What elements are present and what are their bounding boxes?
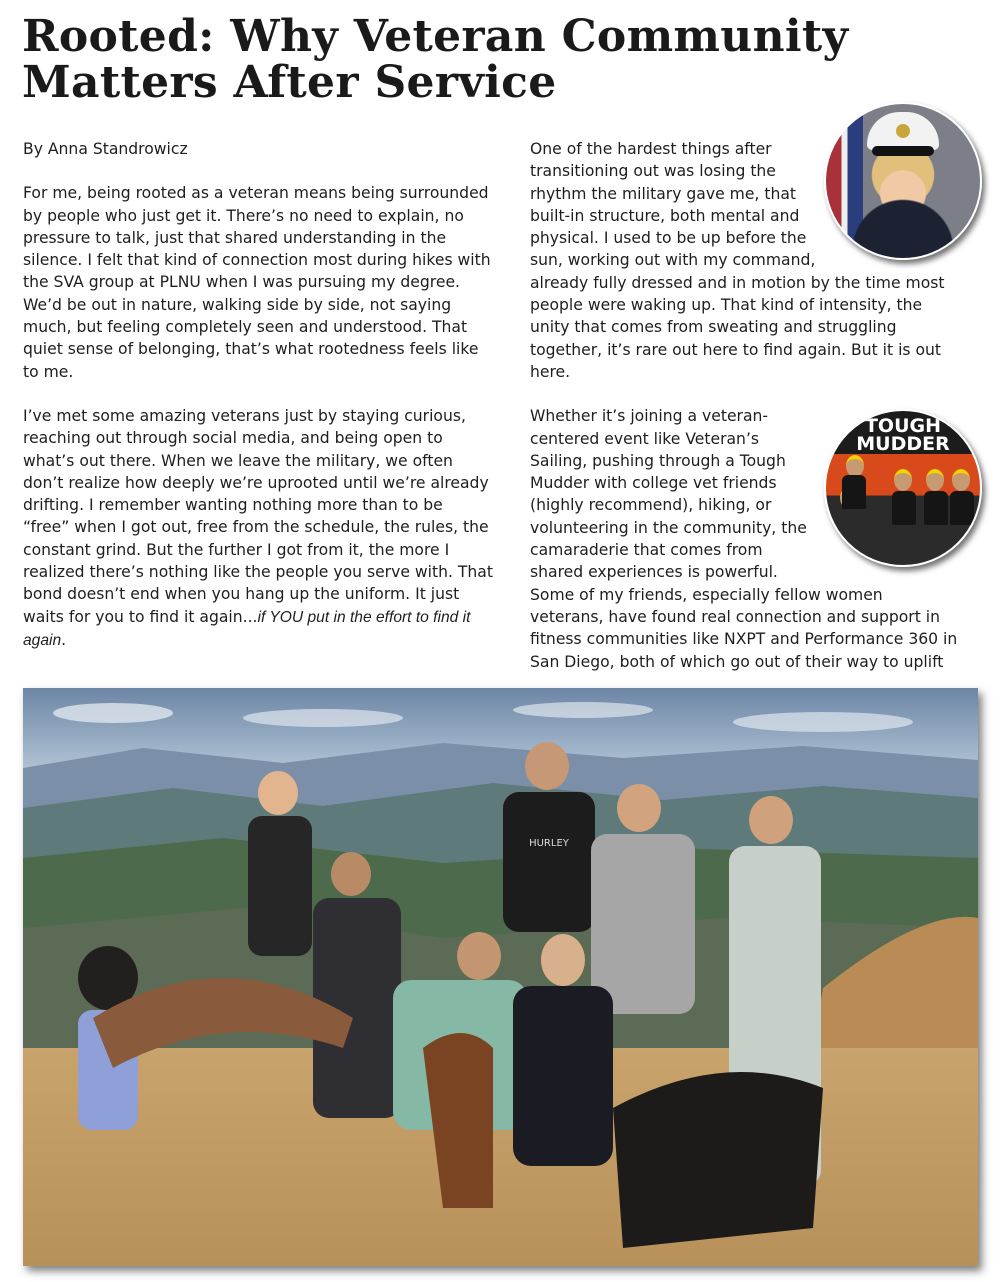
cap-brim-shape [872,146,934,156]
article-title: Rooted: Why Veteran Community Matters After Service [22,11,849,108]
right-column [530,138,960,673]
cap-emblem-shape [896,124,910,138]
byline: By Anna Standrowicz [23,140,188,158]
closing-period: . [61,630,67,649]
tough-mudder-photo [824,409,982,567]
hiker-body [503,792,595,932]
paragraph-rooted: For me, being rooted as a veteran means being surrounded by people who just get it. There’s no need to explain, no pressure to talk, just that shared understanding in the silence. I felt that kind of connection most during hikes with the SVA group at PLNU when I was pursuing my degree. We’d be out in nature, walking side by side, not saying much, but feeling completely seen and understood. That quiet sense of belonging, that’s what rootedness feels like to me. [23,184,491,381]
cloud [53,703,173,723]
paragraph-camaraderie-text: Whether it’s joining a veteran-centered event like Veteran’s Sailing, pushing through a Tough Mudder with college vet friends (highly recommend), hiking, or volunteering in the community, the camaraderie that comes from shared experiences is powerful. Some of my friends, especially fellow women veterans, have found real connection and support in fitness communities like NXPT and Performance 360 in San Diego, both of which go out of their way to uplift [530,407,958,671]
team-member-head [952,469,970,491]
hiker-head [331,852,371,896]
hiker-body [248,816,312,956]
team-member-body [950,491,974,525]
paragraph-rhythm-text: One of the hardest things after transitioning out was losing the rhythm the military gave me, that built-in structure, both mental and physical. I used to be up before the sun, working out with my command, already fully dressed and in motion by the time most people were waking up. That kind of intensity, the unity that comes from sweating and struggling together, it’s rare out here to find again. But it is out here. [530,140,945,381]
team-member-head [894,469,912,491]
paragraph-camaraderie [530,405,960,673]
team-member-body [842,475,866,509]
group-hike-illustration [23,688,978,1266]
team-member-head [846,455,864,477]
cloud [513,702,653,718]
hiker-head [617,784,661,832]
hiker-head [258,771,298,815]
group-hike-photo [23,688,978,1266]
paragraph-uprooted [23,405,493,652]
team-member-body [892,491,916,525]
black-dog [613,1072,823,1248]
hiker-body [591,834,695,1014]
hiker-head [541,934,585,986]
team-member-body [924,491,948,525]
navy-portrait-photo [824,102,982,260]
shirt-logo-text: HURLEY [529,838,569,849]
paragraph-uprooted-text: I’ve met some amazing veterans just by staying curious, reaching out through social media, and being open to what’s out there. When we leave the military, we often don’t realize how deeply we’re uprooted until we’re already drifting. I remember wanting nothing more than to be “free” when I got out, free from the schedule, the rules, the constant grind. But the further I got from it, the more I realized there’s nothing like the people you serve with. That bond doesn’t end when you hang up the uniform. It just waits for you to find it again... [23,406,493,626]
tough-mudder-banner: TOUGH MUDDER [856,415,950,456]
italic-emphasis: if YOU put in the effort to find it again [23,608,471,649]
paragraph-rhythm [530,138,960,383]
left-column [23,138,493,652]
cloud [733,712,913,732]
team-member-head [926,469,944,491]
cloud [243,709,403,727]
hiker-head [749,796,793,844]
hiker-head [525,742,569,790]
hiker-head [457,932,501,980]
hiker-body [513,986,613,1166]
